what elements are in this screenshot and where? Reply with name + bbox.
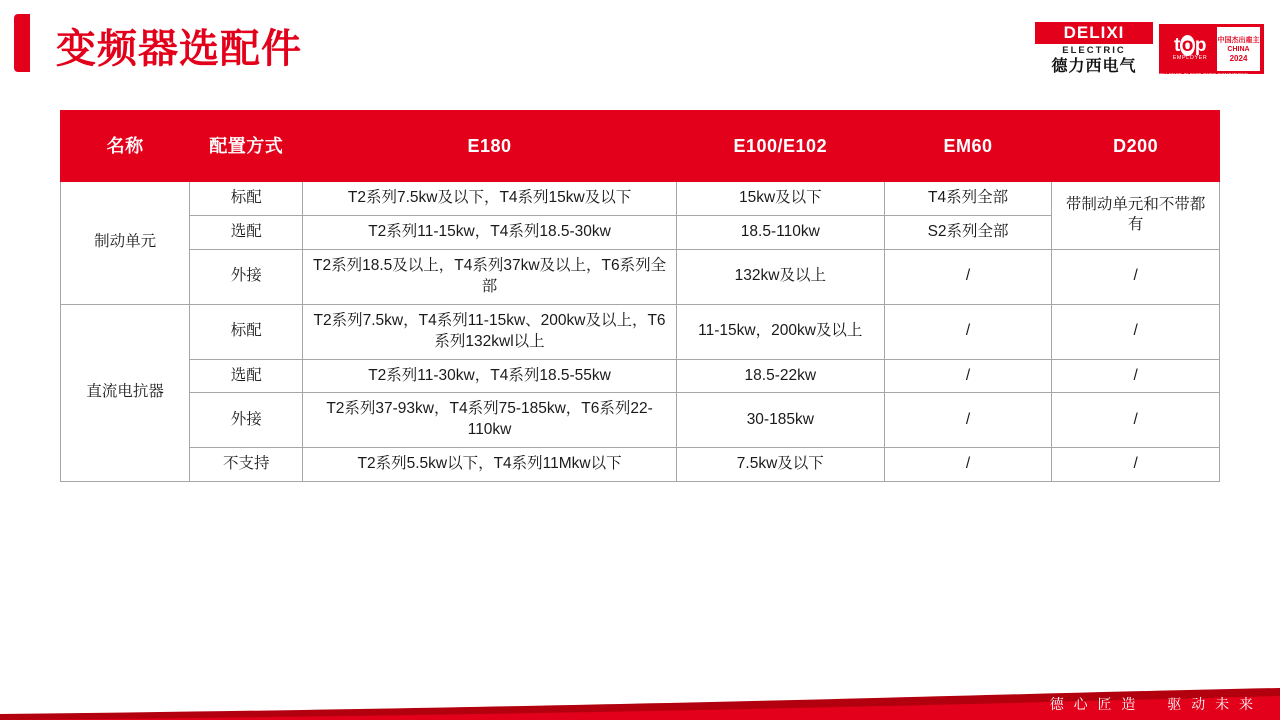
cell-e100: 132kw及以上: [676, 249, 884, 304]
col-header-name: 名称: [61, 111, 190, 182]
cell-em60: /: [884, 359, 1052, 393]
cell-e100: 30-185kw: [676, 393, 884, 448]
table-row: [61, 182, 1220, 216]
top-employer-china-en: CHINA: [1227, 45, 1250, 53]
config-cell: 不支持: [190, 448, 303, 482]
cell-em60: S2系列全部: [884, 215, 1052, 249]
cell-e100: 18.5-110kw: [676, 215, 884, 249]
config-cell: 选配: [190, 215, 303, 249]
cell-em60: /: [884, 304, 1052, 359]
table-row: [61, 359, 1220, 393]
top-employer-t: t: [1173, 35, 1180, 56]
cell-d200: 带制动单元和不带都有: [1052, 182, 1220, 250]
top-employer-word: [1174, 36, 1206, 55]
cell-e180: T2系列11-30kw，T4系列18.5-55kw: [303, 359, 677, 393]
top-employer-fineprint: CERTIFIED EXCELLENCE IN EMPLOYEE CONDITIONS: [1123, 72, 1248, 77]
spec-table-wrapper: [60, 110, 1220, 482]
cell-d200: /: [1052, 249, 1220, 304]
cell-d200: /: [1052, 359, 1220, 393]
cell-em60: /: [884, 448, 1052, 482]
top-employer-badge: [1123, 24, 1264, 77]
top-employer-p: p: [1194, 35, 1207, 56]
group-label-dc-reactor: 直流电抗器: [61, 304, 190, 482]
slide-footer: [0, 662, 1280, 720]
top-employer-o: o: [1181, 35, 1193, 56]
slide-header: [0, 0, 1280, 96]
config-cell: 外接: [190, 393, 303, 448]
top-employer-subtitle: EMPLOYER: [1172, 55, 1208, 61]
cell-d200: /: [1052, 448, 1220, 482]
table-row: [61, 304, 1220, 359]
delixi-wordmark: DELIXI: [1035, 22, 1153, 44]
cell-em60: T4系列全部: [884, 182, 1052, 216]
cell-e100: 15kw及以下: [676, 182, 884, 216]
cell-e180: T2系列7.5kw，T4系列11-15kw、200kw及以上，T6系列132kwl以上: [303, 304, 677, 359]
delixi-logo: [1035, 22, 1153, 76]
cell-d200: /: [1052, 393, 1220, 448]
config-cell: 选配: [190, 359, 303, 393]
footer-slogan-right: 驱 动 未 来: [1167, 696, 1256, 712]
footer-slogan: [1028, 694, 1256, 714]
cell-em60: /: [884, 393, 1052, 448]
delixi-chinese-name: 德力西电气: [1051, 58, 1137, 75]
cell-e180: T2系列11-15kw，T4系列18.5-30kw: [303, 215, 677, 249]
cell-e180: T2系列7.5kw及以下，T4系列15kw及以下: [303, 182, 677, 216]
cell-e100: 11-15kw，200kw及以上: [676, 304, 884, 359]
cell-e180: T2系列5.5kw以下，T4系列11Mkw以下: [303, 448, 677, 482]
cell-e180: T2系列18.5及以上，T4系列37kw及以上，T6系列全部: [303, 249, 677, 304]
table-row: [61, 249, 1220, 304]
config-cell: 外接: [190, 249, 303, 304]
top-employer-china-cn: 中国杰出雇主: [1217, 36, 1260, 44]
table-row: [61, 215, 1220, 249]
cell-e100: 18.5-22kw: [676, 359, 884, 393]
col-header-e100: E100/E102: [676, 111, 884, 182]
table-row: [61, 448, 1220, 482]
page-title: 变频器选配件: [56, 27, 302, 71]
col-header-e180: E180: [303, 111, 677, 182]
group-label-braking-unit: 制动单元: [61, 182, 190, 305]
title-accent-bar: [14, 14, 30, 72]
cell-e180: T2系列37-93kw，T4系列75-185kw，T6系列22-110kw: [303, 393, 677, 448]
table-header-row: [61, 111, 1220, 182]
table-row: [61, 393, 1220, 448]
cell-em60: /: [884, 249, 1052, 304]
config-cell: 标配: [190, 182, 303, 216]
config-cell: 标配: [190, 304, 303, 359]
cell-e100: 7.5kw及以下: [676, 448, 884, 482]
footer-slogan-left: 德 心 匠 造: [1049, 696, 1139, 712]
col-header-em60: EM60: [884, 111, 1052, 182]
accessory-spec-table: [60, 110, 1220, 482]
top-employer-year: 2024: [1229, 53, 1248, 63]
cell-d200: /: [1052, 304, 1220, 359]
logo-area: [1035, 22, 1264, 76]
top-employer-wordmark: [1163, 36, 1217, 62]
col-header-config: 配置方式: [190, 111, 303, 182]
delixi-subtitle: ELECTRIC: [1062, 45, 1126, 56]
top-employer-china-panel: [1217, 27, 1260, 71]
col-header-d200: D200: [1052, 111, 1220, 182]
